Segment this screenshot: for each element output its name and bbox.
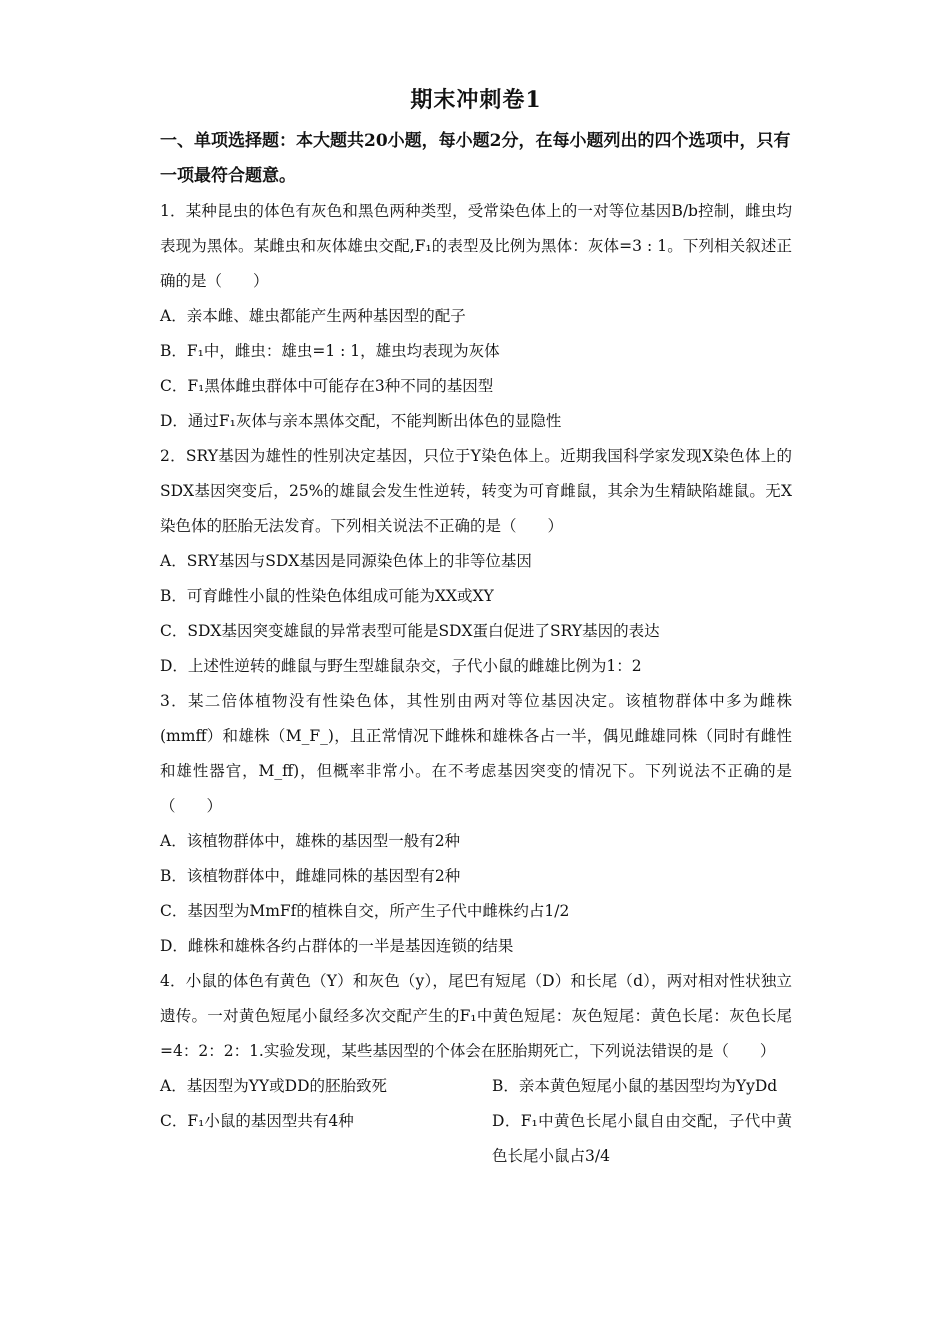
question-stem: 3．某二倍体植物没有性染色体，其性别由两对等位基因决定。该植物群体中多为雌株(mmff）和雄株（M_F_)，且正常情况下雌株和雄株各占一半，偶见雌雄同株（同时有雌性和雄性器官，M_ff)，但概率非常小。在不考虑基因突变的情况下。下列说法不正确的是（ ） <box>160 692 792 815</box>
option-b: B．可育雌性小鼠的性染色体组成可能为XX或XY <box>160 587 494 605</box>
option-d: D．上述性逆转的雌鼠与野生型雄鼠杂交，子代小鼠的雌雄比例为1：2 <box>160 657 642 675</box>
exam-page <box>160 82 792 1174</box>
option-b: B．F₁中，雌虫：雄虫=1 : 1，雄虫均表现为灰体 <box>160 342 500 360</box>
option-d: D．雌株和雄株各约占群体的一半是基因连锁的结果 <box>160 937 514 955</box>
section-heading: 一、单项选择题：本大题共20小题，每小题2分，在每小题列出的四个选项中，只有一项最符合题意。 <box>160 131 791 186</box>
option-c: C．F₁小鼠的基因型共有4种 <box>160 1112 354 1130</box>
question-stem: 4．小鼠的体色有黄色（Y）和灰色（y），尾巴有短尾（D）和长尾（d），两对相对性状独立遗传。一对黄色短尾小鼠经多次交配产生的F₁中黄色短尾：灰色短尾：黄色长尾：灰色长尾=4：2：2：1.实验发现，某些基因型的个体会在胚胎期死亡，下列说法错误的是（ ） <box>160 972 792 1060</box>
page-title: 期末冲刺卷1 <box>410 87 542 113</box>
option-b: B．该植物群体中，雌雄同株的基因型有2种 <box>160 867 461 885</box>
question-4 <box>160 964 792 1174</box>
option-b: B．亲本黄色短尾小鼠的基因型均为YyDd <box>492 1077 778 1095</box>
option-a: A．该植物群体中，雄株的基因型一般有2种 <box>160 832 461 850</box>
question-3 <box>160 684 792 964</box>
option-a: A．SRY基因与SDX基因是同源染色体上的非等位基因 <box>160 552 532 570</box>
question-stem: 2．SRY基因为雄性的性别决定基因，只位于Y染色体上。近期我国科学家发现X染色体上的SDX基因突变后，25%的雄鼠会发生性逆转，转变为可育雌鼠，其余为生精缺陷雄鼠。无X染色体的胚胎无法发育。下列相关说法不正确的是（ ） <box>160 447 792 535</box>
option-a: A．亲本雌、雄虫都能产生两种基因型的配子 <box>160 307 466 325</box>
question-2 <box>160 439 792 684</box>
question-1 <box>160 194 792 439</box>
question-stem: 1．某种昆虫的体色有灰色和黑色两种类型，受常染色体上的一对等位基因B/b控制，雌虫均表现为黑体。某雌虫和灰体雄虫交配,F₁的表型及比例为黑体：灰体=3 : 1。下列相关叙述正确的是（ ） <box>160 202 792 290</box>
options-row-cd <box>160 1104 792 1174</box>
option-c: C．F₁黑体雌虫群体中可能存在3种不同的基因型 <box>160 377 494 395</box>
option-c: C．基因型为MmFf的植株自交，所产生子代中雌株约占1/2 <box>160 902 570 920</box>
option-c: C．SDX基因突变雄鼠的异常表型可能是SDX蛋白促进了SRY基因的表达 <box>160 622 660 640</box>
options-row-ab <box>160 1069 792 1104</box>
option-d: D．通过F₁灰体与亲本黑体交配，不能判断出体色的显隐性 <box>160 412 562 430</box>
option-d: D．F₁中黄色长尾小鼠自由交配，子代中黄色长尾小鼠占3/4 <box>492 1112 792 1165</box>
option-a: A．基因型为YY或DD的胚胎致死 <box>160 1077 388 1095</box>
